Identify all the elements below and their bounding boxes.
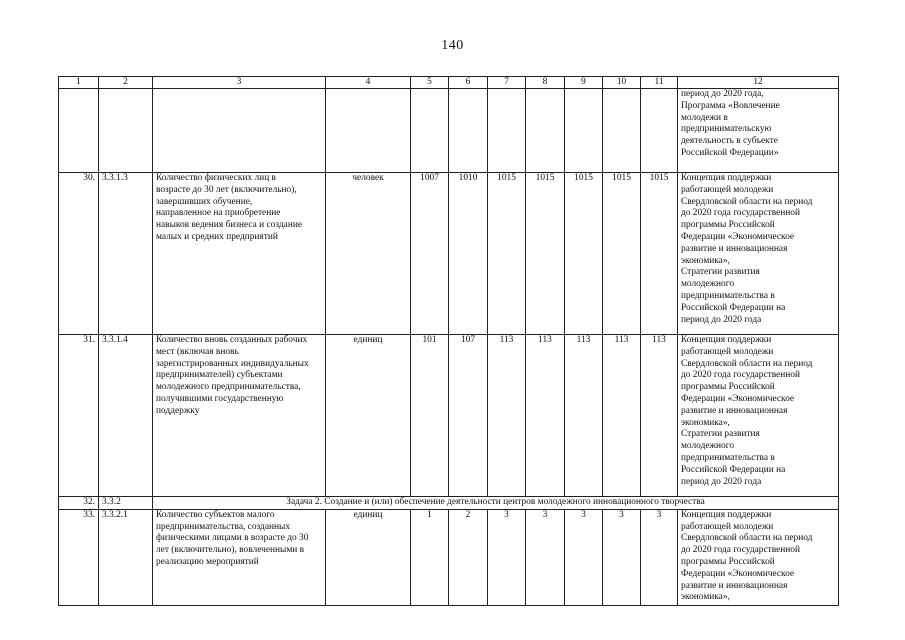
cell-description: Количество субъектов малого предпринимательства, созданных физическими лицами в возрасте до 30 лет (включительно), вовлеченными в реализацию мероприятий bbox=[153, 509, 326, 605]
cell-code: 3.3.1.3 bbox=[99, 173, 153, 335]
cell-row-number: 31. bbox=[59, 335, 99, 497]
cell-row-number: 32. bbox=[59, 497, 99, 510]
cell-task-title: Задача 2. Создание и (или) обеспечение деятельности центров молодежного инновационного творчества bbox=[153, 497, 839, 510]
cell-value: 1010 bbox=[449, 173, 488, 335]
cell-value: 1015 bbox=[641, 173, 678, 335]
table-row bbox=[59, 509, 839, 605]
table-row-continuation bbox=[59, 89, 839, 173]
cell-value: 107 bbox=[449, 335, 488, 497]
cell-empty bbox=[449, 89, 488, 173]
header-cell: 3 bbox=[153, 77, 326, 89]
cell-value: 1 bbox=[411, 509, 449, 605]
header-cell: 1 bbox=[59, 77, 99, 89]
cell-empty bbox=[326, 89, 411, 173]
cell-value: 1015 bbox=[526, 173, 565, 335]
header-cell: 11 bbox=[641, 77, 678, 89]
cell-unit: человек bbox=[326, 173, 411, 335]
cell-code: 3.3.2.1 bbox=[99, 509, 153, 605]
header-cell: 7 bbox=[488, 77, 526, 89]
cell-value: 101 bbox=[411, 335, 449, 497]
cell-source: Концепция поддержки работающей молодежи Свердловской области на период до 2020 года государственной программы Российской Федерации «Экономическое развитие и инновационная экономика», Стратегии развития молодежного предпринимательства в Российской Федерации на период до 2020 года bbox=[678, 335, 839, 497]
header-cell: 2 bbox=[99, 77, 153, 89]
cell-empty bbox=[153, 89, 326, 173]
cell-value: 113 bbox=[526, 335, 565, 497]
cell-value: 113 bbox=[565, 335, 603, 497]
table-row bbox=[59, 335, 839, 497]
cell-value: 3 bbox=[641, 509, 678, 605]
cell-value: 3 bbox=[603, 509, 641, 605]
cell-row-number: 33. bbox=[59, 509, 99, 605]
cell-source: Концепция поддержки работающей молодежи Свердловской области на период до 2020 года государственной программы Российской Федерации «Экономическое развитие и инновационная экономика», Стратегии развития молодежного предпринимательства в Российской Федерации на период до 2020 года bbox=[678, 173, 839, 335]
cell-empty bbox=[99, 89, 153, 173]
cell-empty bbox=[59, 89, 99, 173]
header-cell: 4 bbox=[326, 77, 411, 89]
cell-empty bbox=[526, 89, 565, 173]
table-header-row bbox=[59, 77, 839, 89]
cell-value: 113 bbox=[641, 335, 678, 497]
header-cell: 6 bbox=[449, 77, 488, 89]
cell-unit: единиц bbox=[326, 335, 411, 497]
table-row bbox=[59, 173, 839, 335]
header-cell: 5 bbox=[411, 77, 449, 89]
cell-value: 2 bbox=[449, 509, 488, 605]
cell-description: Количество физических лиц в возрасте до 30 лет (включительно), завершивших обучение, направленное на приобретение навыков ведения бизнеса и создание малых и средних предприятий bbox=[153, 173, 326, 335]
cell-value: 113 bbox=[603, 335, 641, 497]
cell-value: 3 bbox=[488, 509, 526, 605]
cell-value: 3 bbox=[526, 509, 565, 605]
cell-empty bbox=[603, 89, 641, 173]
cell-empty bbox=[488, 89, 526, 173]
cell-empty bbox=[565, 89, 603, 173]
cell-code: 3.3.1.4 bbox=[99, 335, 153, 497]
cell-empty bbox=[411, 89, 449, 173]
cell-value: 1015 bbox=[488, 173, 526, 335]
cell-description: Количество вновь созданных рабочих мест (включая вновь зарегистрированных индивидуальных предпринимателей) субъектами молодежного предпринимательства, получившими государственную поддержку bbox=[153, 335, 326, 497]
header-cell: 10 bbox=[603, 77, 641, 89]
cell-unit: единиц bbox=[326, 509, 411, 605]
cell-value: 1007 bbox=[411, 173, 449, 335]
cell-value: 3 bbox=[565, 509, 603, 605]
cell-value: 1015 bbox=[565, 173, 603, 335]
cell-source: Концепция поддержки работающей молодежи Свердловской области на период до 2020 года государственной программы Российской Федерации «Экономическое развитие и инновационная экономика», bbox=[678, 509, 839, 605]
indicators-table bbox=[58, 76, 839, 606]
header-cell: 8 bbox=[526, 77, 565, 89]
cell-row-number: 30. bbox=[59, 173, 99, 335]
cell-source: период до 2020 года, Программа «Вовлечение молодежи в предпринимательскую деятельность в субъекте Российской Федерации» bbox=[678, 89, 839, 173]
cell-value: 113 bbox=[488, 335, 526, 497]
page-number: 140 bbox=[441, 38, 464, 53]
cell-value: 1015 bbox=[603, 173, 641, 335]
table-row-task bbox=[59, 497, 839, 510]
cell-empty bbox=[641, 89, 678, 173]
header-cell: 9 bbox=[565, 77, 603, 89]
header-cell: 12 bbox=[678, 77, 839, 89]
cell-code: 3.3.2 bbox=[99, 497, 153, 510]
